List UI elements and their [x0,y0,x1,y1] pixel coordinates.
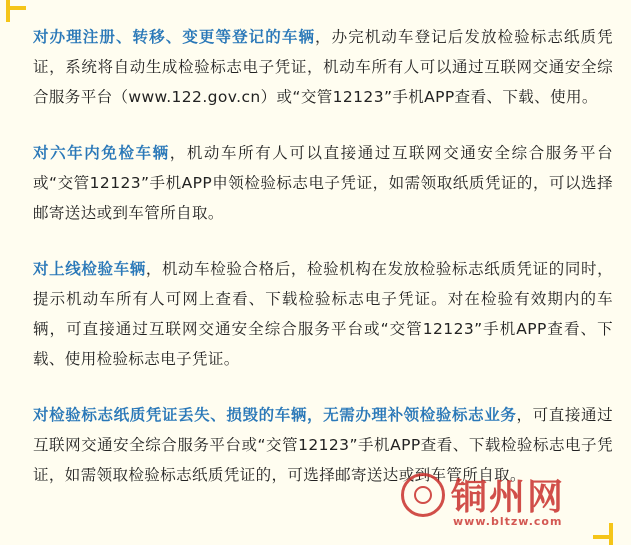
paragraph-highlight: 对检验标志纸质凭证丢失、损毁的车辆，无需办理补领检验标志业务 [33,406,517,424]
paragraph-highlight: 对六年内免检车辆 [33,144,170,162]
paragraph-online-inspection [33,254,613,374]
watermark-url: www.bltzw.com [453,515,563,528]
paragraph-exempt-vehicles [33,138,613,228]
paragraph-text: ，机动车检验合格后，检验机构在发放检验标志纸质凭证的同时，提示机动车所有人可网上查看、下载检验标志电子凭证。对在检验有效期内的车辆，可直接通过互联网交通安全综合服务平台或“交管12123”手机APP查看、下载、使用检验标志电子凭证。 [33,260,613,368]
corner-accent-bottom-right-bar [593,535,613,539]
article-body [33,22,613,516]
paragraph-highlight: 对办理注册、转移、变更等登记的车辆 [33,28,316,46]
paragraph-text: ，办完机动车登记后发放检验标志纸质凭证，系统将自动生成检验标志电子凭证，机动车所有人可以通过互联网交通安全综合服务平台（www.122.gov.cn）或“交管12123”手机APP查看、下载、使用。 [33,28,613,106]
paragraph-highlight: 对上线检验车辆 [33,260,146,278]
corner-accent-bottom-right [609,523,613,545]
paragraph-registration [33,22,613,112]
corner-accent-top-left [6,0,10,22]
watermark-name: 铜州网 [451,476,566,518]
corner-accent-top-left-bar [6,6,26,10]
paragraph-text: ，可直接通过互联网交通安全综合服务平台或“交管12123”手机APP查看、下载检验标志电子凭证，如需领取检验标志纸质凭证的，可选择邮寄送达或到车管所自取。 [33,406,613,484]
watermark-logo-icon [401,473,445,517]
paragraph-text: ，机动车所有人可以直接通过互联网交通安全综合服务平台或“交管12123”手机APP申领检验标志电子凭证，如需领取纸质凭证的，可以选择邮寄送达或到车管所自取。 [33,144,613,222]
site-watermark [401,471,601,531]
